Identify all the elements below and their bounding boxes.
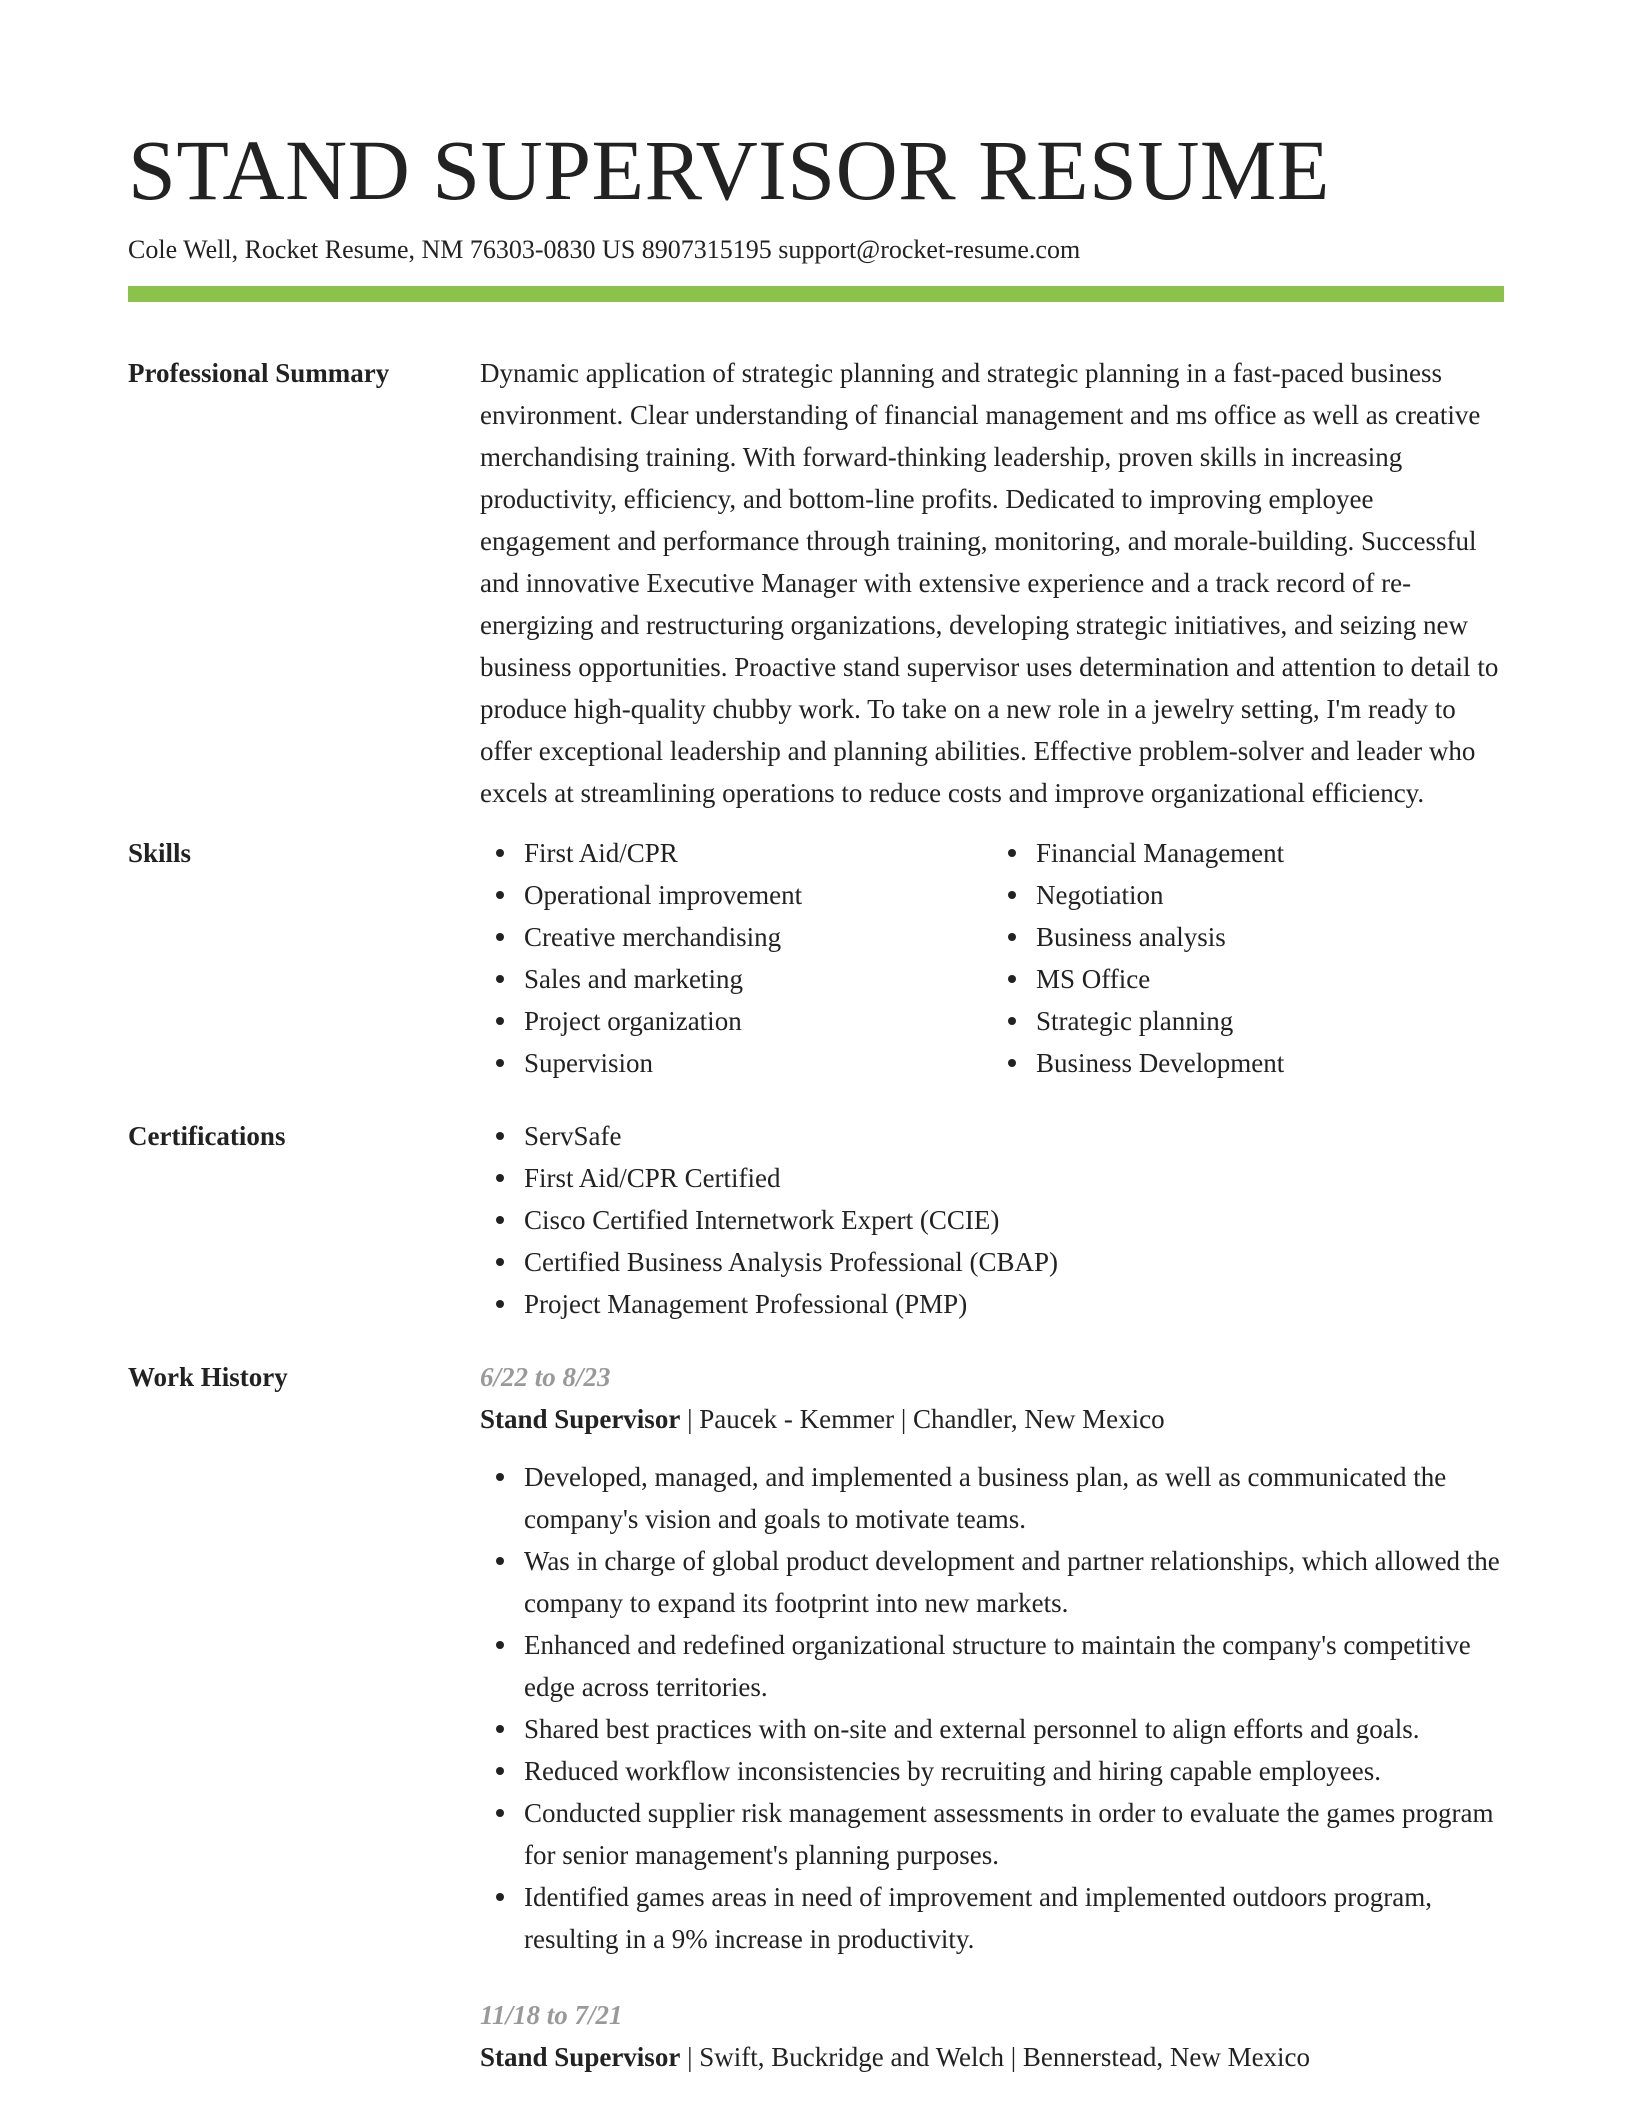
summary-label: Professional Summary <box>128 358 390 388</box>
job-bullet: Was in charge of global product development and partner relationships, which allowed the company to expand its footprint into new markets. <box>524 1540 1504 1624</box>
certification-item: ServSafe <box>524 1115 1504 1157</box>
certifications-label: Certifications <box>128 1121 286 1151</box>
skill-item: First Aid/CPR <box>524 832 992 874</box>
skill-item: Strategic planning <box>1036 1000 1504 1042</box>
job-bullet: Identified games areas in need of improvement and implemented outdoors program, resulting in a 9% increase in productivity. <box>524 1876 1504 1960</box>
skill-item: Creative merchandising <box>524 916 992 958</box>
job-role: Stand Supervisor <box>480 1404 681 1434</box>
contact-line: Cole Well, Rocket Resume, NM 76303-0830 US 8907315195 support@rocket-resume.com <box>128 235 1081 264</box>
job-details: | Swift, Buckridge and Welch | Bennerstead, New Mexico <box>680 2042 1311 2072</box>
job-heading <box>480 1398 1504 1440</box>
skill-item: Sales and marketing <box>524 958 992 1000</box>
resume-title: STAND SUPERVISOR RESUME <box>128 122 1330 218</box>
certification-item: Project Management Professional (PMP) <box>524 1283 1504 1325</box>
job-bullet-list <box>480 1456 1504 1960</box>
skill-item: Supervision <box>524 1042 992 1084</box>
certifications-section <box>128 1115 1504 1325</box>
job-bullet: Conducted supplier risk management assessments in order to evaluate the games program for senior management's planning purposes. <box>524 1792 1504 1876</box>
skill-item: Operational improvement <box>524 874 992 916</box>
resume-page <box>128 118 1504 2078</box>
skills-section <box>128 832 1504 1084</box>
skills-list-left <box>480 832 992 1084</box>
job-entry <box>480 1994 1504 2078</box>
work-history-body <box>480 1356 1504 2078</box>
accent-divider <box>128 286 1504 302</box>
work-history-label: Work History <box>128 1362 288 1392</box>
certifications-list <box>480 1115 1504 1325</box>
skill-item: Business analysis <box>1036 916 1504 958</box>
job-dates: 6/22 to 8/23 <box>480 1362 611 1392</box>
job-role: Stand Supervisor <box>480 2042 681 2072</box>
job-bullet: Shared best practices with on-site and external personnel to align efforts and goals. <box>524 1708 1504 1750</box>
certifications-body <box>480 1115 1504 1325</box>
summary-body <box>480 352 1504 814</box>
job-bullet: Reduced workflow inconsistencies by recruiting and hiring capable employees. <box>524 1750 1504 1792</box>
job-heading <box>480 2036 1504 2078</box>
skills-list-right <box>992 832 1504 1084</box>
certification-item: Certified Business Analysis Professional (CBAP) <box>524 1241 1504 1283</box>
summary-text: Dynamic application of strategic planning and strategic planning in a fast-paced business environment. Clear understanding of financial management and ms office as well as creative merchandising training. With forward-thinking leadership, proven skills in increasing productivity, efficiency, and bottom-line profits. Dedicated to improving employee engagement and performance through training, monitoring, and morale-building. Successful and innovative Executive Manager with extensive experience and a track record of re-energizing and restructuring organizations, developing strategic initiatives, and seizing new business opportunities. Proactive stand supervisor uses determination and attention to detail to produce high-quality chubby work. To take on a new role in a jewelry setting, I'm ready to offer exceptional leadership and planning abilities. Effective problem-solver and leader who excels at streamlining operations to reduce costs and improve organizational efficiency. <box>480 358 1499 808</box>
skill-item: Negotiation <box>1036 874 1504 916</box>
job-bullet: Developed, managed, and implemented a business plan, as well as communicated the company's vision and goals to motivate teams. <box>524 1456 1504 1540</box>
skill-item: MS Office <box>1036 958 1504 1000</box>
certification-item: Cisco Certified Internetwork Expert (CCIE) <box>524 1199 1504 1241</box>
job-dates: 11/18 to 7/21 <box>480 2000 623 2030</box>
job-bullet: Enhanced and redefined organizational structure to maintain the company's competitive edge across territories. <box>524 1624 1504 1708</box>
work-history-section <box>128 1356 1504 2078</box>
summary-section <box>128 352 1504 814</box>
job-entry <box>480 1356 1504 1960</box>
skills-body <box>480 832 1504 1084</box>
certification-item: First Aid/CPR Certified <box>524 1157 1504 1199</box>
skill-item: Financial Management <box>1036 832 1504 874</box>
skill-item: Business Development <box>1036 1042 1504 1084</box>
job-details: | Paucek - Kemmer | Chandler, New Mexico <box>680 1404 1165 1434</box>
skills-label: Skills <box>128 838 192 868</box>
skill-item: Project organization <box>524 1000 992 1042</box>
